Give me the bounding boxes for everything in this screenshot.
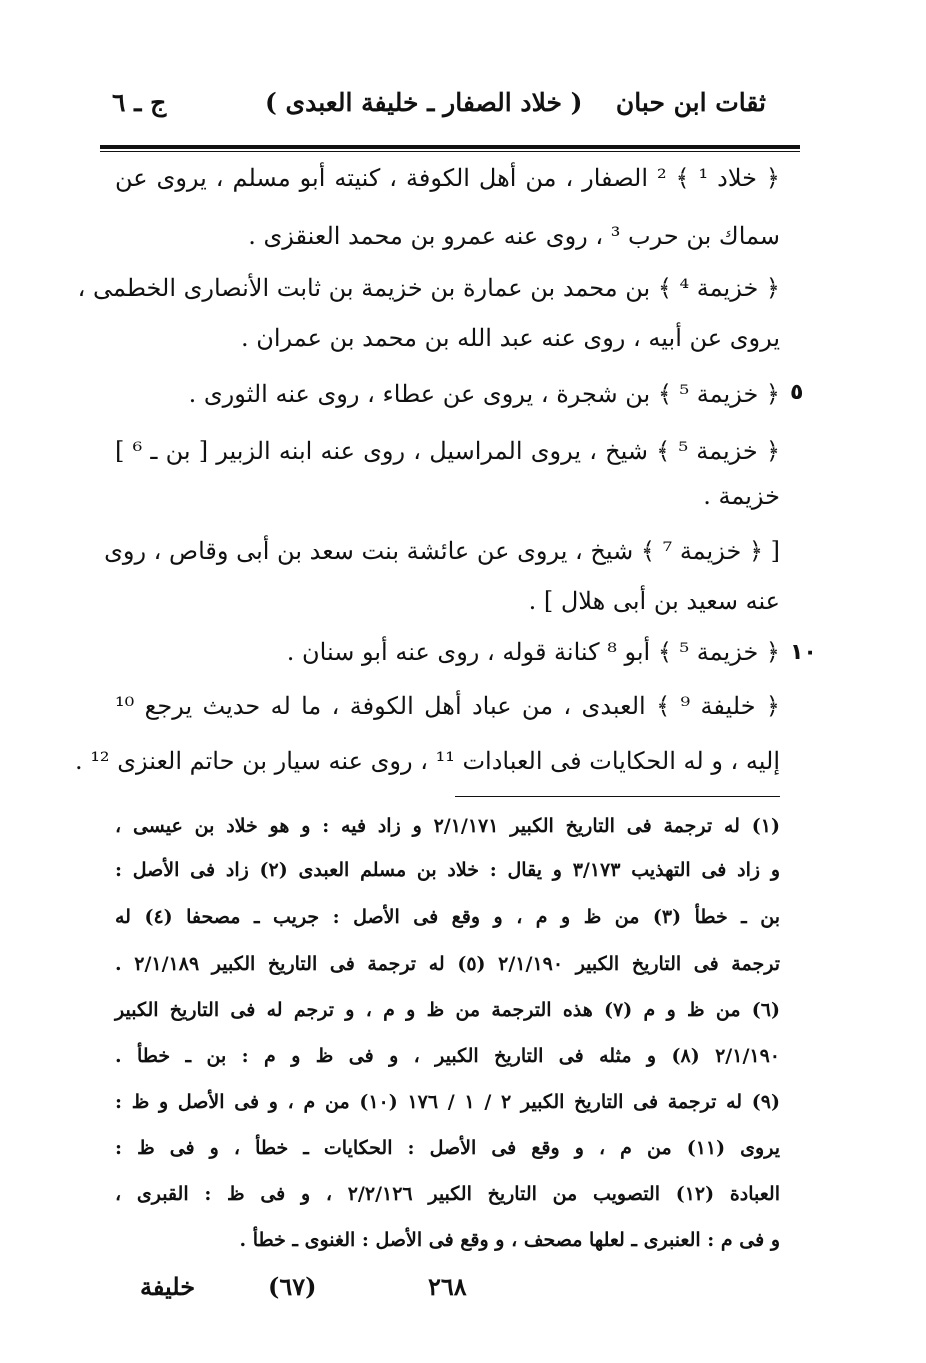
running-head-section-title: ( خلاد الصفار ـ خليفة العبدى ) — [265, 88, 583, 117]
text-line: ﴿ خزيمة ⁵ ﴾ شيخ ، يروى المراسيل ، روى عنه ابنه الزبير [ بن ـ ⁶ ] — [115, 437, 781, 465]
page-number: ٢٦٨ — [428, 1272, 467, 1301]
footnote-line: (٦) من ظ و م (٧) هذه الترجمة من ظ و م ، و ترجم له فى التاريخ الكبير — [115, 999, 780, 1021]
footnote-line: و فى م : العنبرى ـ لعلها مصحف ، و وقع فى الأصل : الغنوى ـ خطأ . — [239, 1229, 780, 1251]
text-line: خزيمة . — [703, 482, 780, 510]
text-line: إليه ، و له الحكايات فى العبادات ¹¹ ، روى عنه سيار بن حاتم العنزى ¹² . — [75, 747, 780, 775]
text-line: ﴿ خلاد ¹ ﴾ ² الصفار ، من أهل الكوفة ، كنيته أبو مسلم ، يروى عن — [115, 164, 780, 192]
footnote-line: العبادة (١٢) التصويب من التاريخ الكبير ٢/٢/١٢٦ ، و فى ظ : القبرى ، — [115, 1183, 781, 1205]
text-line: ﴿ خزيمة ⁵ ﴾ أبو ⁸ كنانة قوله ، روى عنه أبو سنان . — [286, 638, 780, 666]
line-number: ١٠ — [790, 640, 817, 665]
text-line: ﴿ خليفة ⁹ ﴾ العبدى ، من عباد أهل الكوفة ، ما له حديث يرجع ¹⁰ — [115, 692, 780, 720]
text-line: عنه سعيد بن أبى هلال ] . — [528, 587, 780, 615]
footnote-line: يروى (١١) من م ، و وقع فى الأصل : الحكايات ـ خطأ ، و فى ظ : — [115, 1137, 780, 1159]
text-line: ﴿ خزيمة ⁴ ﴾ بن محمد بن عمارة بن خزيمة بن ثابت الأنصارى الخطمى ، — [77, 274, 780, 302]
text-line: ﴿ خزيمة ⁵ ﴾ بن شجرة ، يروى عن عطاء ، روى عنه الثورى . — [188, 380, 780, 408]
running-head-volume: ج ـ ٦ — [112, 88, 167, 117]
catchword: خليفة — [140, 1272, 196, 1301]
signature-mark: (٦٧) — [268, 1272, 317, 1301]
footnote-line: (١) له ترجمة فى التاريخ الكبير ٢/١/١٧١ و زاد فيه : و هو خلاد بن عيسى ، — [115, 815, 780, 837]
header-rule-thin — [100, 151, 800, 152]
header-rule — [100, 145, 800, 149]
footnote-line: و زاد فى التهذيب ٣/١٧٣ و يقال : خلاد بن مسلم العبدى (٢) زاد فى الأصل : — [115, 859, 781, 881]
text-line: سماك بن حرب ³ ، روى عنه عمرو بن محمد العنقزى . — [248, 222, 780, 250]
text-line: [ ﴿ خزيمة ⁷ ﴾ شيخ ، يروى عن عائشة بنت سعد بن أبى وقاص ، روى — [104, 537, 780, 565]
footnote-line: ٢/١/١٩٠ (٨) و مثله فى التاريخ الكبير ، و فى ظ و م : بن ـ خطأ . — [115, 1045, 780, 1067]
line-number: ٥ — [790, 380, 804, 405]
footnote-line: ترجمة فى التاريخ الكبير ٢/١/١٩٠ (٥) له ترجمة فى التاريخ الكبير ٢/١/١٨٩ . — [115, 953, 780, 975]
footnote-line: (٩) له ترجمة فى التاريخ الكبير ٢ / ١ / ١٧٦ (١٠) من م ، و فى الأصل و ظ : — [115, 1091, 781, 1113]
text-line: يروى عن أبيه ، روى عنه عبد الله بن محمد بن عمران . — [240, 324, 780, 352]
footnote-rule — [455, 796, 780, 797]
running-head-book-title: ثقات ابن حبان — [615, 88, 766, 117]
footnote-line: بن ـ خطأ (٣) من ظ و م ، و وقع فى الأصل : جريب ـ مصحفا (٤) له — [115, 906, 780, 928]
